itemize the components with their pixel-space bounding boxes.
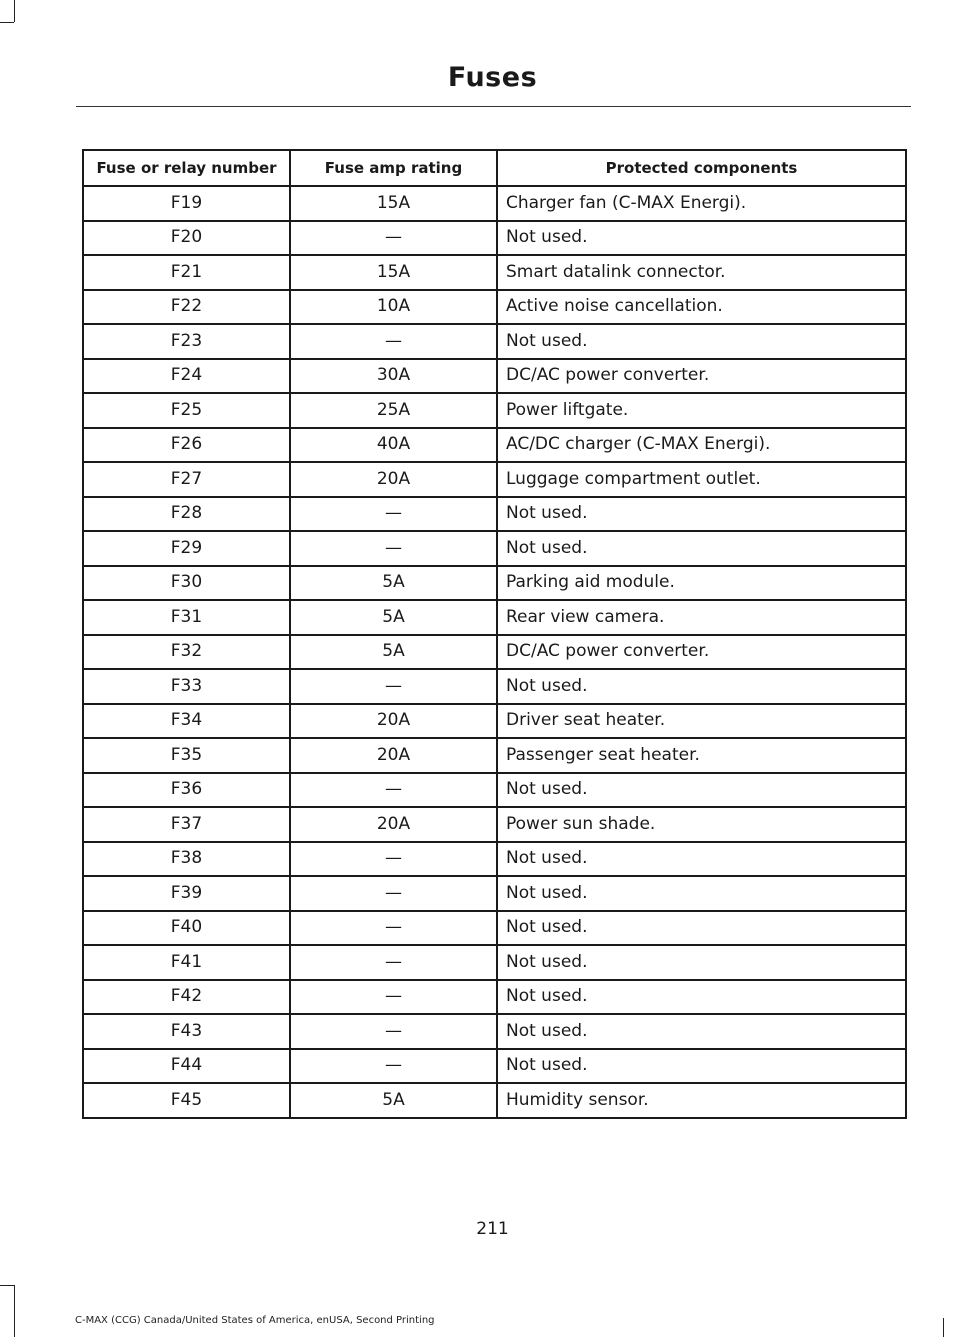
header-divider xyxy=(76,106,911,107)
table-row xyxy=(83,221,906,256)
protected-component: Not used. xyxy=(497,531,906,566)
fuse-number: F36 xyxy=(83,773,290,808)
table-row xyxy=(83,876,906,911)
protected-component: Humidity sensor. xyxy=(497,1083,906,1118)
table-row xyxy=(83,1014,906,1049)
fuse-number: F42 xyxy=(83,980,290,1015)
amp-rating: 10A xyxy=(290,290,497,325)
protected-component: AC/DC charger (C-MAX Energi). xyxy=(497,428,906,463)
fuse-number: F21 xyxy=(83,255,290,290)
crop-mark-bottom-left-vertical xyxy=(14,1285,15,1337)
protected-component: Rear view camera. xyxy=(497,600,906,635)
amp-rating: — xyxy=(290,531,497,566)
amp-rating: — xyxy=(290,980,497,1015)
amp-rating: 40A xyxy=(290,428,497,463)
column-header-amp-rating: Fuse amp rating xyxy=(290,150,497,186)
fuse-number: F40 xyxy=(83,911,290,946)
table-header-row xyxy=(83,150,906,186)
fuse-number: F29 xyxy=(83,531,290,566)
amp-rating: 15A xyxy=(290,255,497,290)
crop-mark-bottom-left-horizontal xyxy=(0,1285,14,1286)
amp-rating: — xyxy=(290,876,497,911)
table-row xyxy=(83,635,906,670)
table-row xyxy=(83,669,906,704)
fuse-number: F39 xyxy=(83,876,290,911)
table-row xyxy=(83,1049,906,1084)
table-row xyxy=(83,290,906,325)
amp-rating: 20A xyxy=(290,738,497,773)
fuse-number: F35 xyxy=(83,738,290,773)
table-row xyxy=(83,255,906,290)
table-row xyxy=(83,807,906,842)
amp-rating: — xyxy=(290,1014,497,1049)
amp-rating: 5A xyxy=(290,566,497,601)
amp-rating: — xyxy=(290,669,497,704)
fuse-number: F38 xyxy=(83,842,290,877)
protected-component: Active noise cancellation. xyxy=(497,290,906,325)
amp-rating: 20A xyxy=(290,462,497,497)
fuse-number: F44 xyxy=(83,1049,290,1084)
protected-component: DC/AC power converter. xyxy=(497,635,906,670)
protected-component: Not used. xyxy=(497,911,906,946)
footer-edition: C-MAX (CCG) Canada/United States of America, enUSA, Second Printing xyxy=(75,1315,435,1326)
fuse-number: F31 xyxy=(83,600,290,635)
fuse-number: F23 xyxy=(83,324,290,359)
page-title: Fuses xyxy=(447,62,538,93)
fuse-number: F30 xyxy=(83,566,290,601)
crop-mark-top-left-horizontal xyxy=(0,22,14,23)
fuse-number: F33 xyxy=(83,669,290,704)
table-row xyxy=(83,566,906,601)
fuse-number: F27 xyxy=(83,462,290,497)
amp-rating: 25A xyxy=(290,393,497,428)
protected-component: Not used. xyxy=(497,1049,906,1084)
amp-rating: 30A xyxy=(290,359,497,394)
table-row xyxy=(83,773,906,808)
table-row xyxy=(83,704,906,739)
amp-rating: — xyxy=(290,842,497,877)
column-header-fuse-number: Fuse or relay number xyxy=(83,150,290,186)
fuse-number: F41 xyxy=(83,945,290,980)
fuse-number: F24 xyxy=(83,359,290,394)
protected-component: Not used. xyxy=(497,876,906,911)
table-row xyxy=(83,497,906,532)
protected-component: Not used. xyxy=(497,221,906,256)
table-row xyxy=(83,531,906,566)
protected-component: Luggage compartment outlet. xyxy=(497,462,906,497)
table-row xyxy=(83,186,906,221)
protected-component: Not used. xyxy=(497,1014,906,1049)
table-row xyxy=(83,428,906,463)
fuse-number: F34 xyxy=(83,704,290,739)
protected-component: Not used. xyxy=(497,842,906,877)
fuse-number: F26 xyxy=(83,428,290,463)
amp-rating: 15A xyxy=(290,186,497,221)
amp-rating: — xyxy=(290,221,497,256)
fuse-number: F19 xyxy=(83,186,290,221)
protected-component: Charger fan (C-MAX Energi). xyxy=(497,186,906,221)
amp-rating: — xyxy=(290,497,497,532)
table-row xyxy=(83,600,906,635)
table-row xyxy=(83,359,906,394)
protected-component: Not used. xyxy=(497,497,906,532)
protected-component: Not used. xyxy=(497,669,906,704)
amp-rating: 20A xyxy=(290,704,497,739)
amp-rating: 5A xyxy=(290,635,497,670)
amp-rating: 5A xyxy=(290,1083,497,1118)
fuse-number: F20 xyxy=(83,221,290,256)
protected-component: Not used. xyxy=(497,980,906,1015)
table-row xyxy=(83,911,906,946)
protected-component: Power liftgate. xyxy=(497,393,906,428)
amp-rating: — xyxy=(290,911,497,946)
table-row xyxy=(83,980,906,1015)
crop-mark-bottom-right-vertical xyxy=(943,1318,944,1337)
protected-component: Not used. xyxy=(497,945,906,980)
fuse-number: F37 xyxy=(83,807,290,842)
protected-component: DC/AC power converter. xyxy=(497,359,906,394)
table-row xyxy=(83,393,906,428)
table-row xyxy=(83,738,906,773)
fuse-table xyxy=(82,149,907,1119)
amp-rating: 5A xyxy=(290,600,497,635)
fuse-number: F25 xyxy=(83,393,290,428)
protected-component: Smart datalink connector. xyxy=(497,255,906,290)
table-row xyxy=(83,1083,906,1118)
table-row xyxy=(83,462,906,497)
amp-rating: 20A xyxy=(290,807,497,842)
protected-component: Not used. xyxy=(497,773,906,808)
page-number: 211 xyxy=(476,1219,509,1239)
amp-rating: — xyxy=(290,773,497,808)
column-header-protected-components: Protected components xyxy=(497,150,906,186)
fuse-number: F32 xyxy=(83,635,290,670)
fuse-number: F28 xyxy=(83,497,290,532)
fuse-number: F43 xyxy=(83,1014,290,1049)
fuse-number: F45 xyxy=(83,1083,290,1118)
amp-rating: — xyxy=(290,1049,497,1084)
table-row xyxy=(83,945,906,980)
crop-mark-top-left-vertical xyxy=(14,0,15,22)
protected-component: Parking aid module. xyxy=(497,566,906,601)
amp-rating: — xyxy=(290,945,497,980)
protected-component: Power sun shade. xyxy=(497,807,906,842)
table-row xyxy=(83,324,906,359)
protected-component: Driver seat heater. xyxy=(497,704,906,739)
table-row xyxy=(83,842,906,877)
fuse-number: F22 xyxy=(83,290,290,325)
protected-component: Passenger seat heater. xyxy=(497,738,906,773)
amp-rating: — xyxy=(290,324,497,359)
protected-component: Not used. xyxy=(497,324,906,359)
